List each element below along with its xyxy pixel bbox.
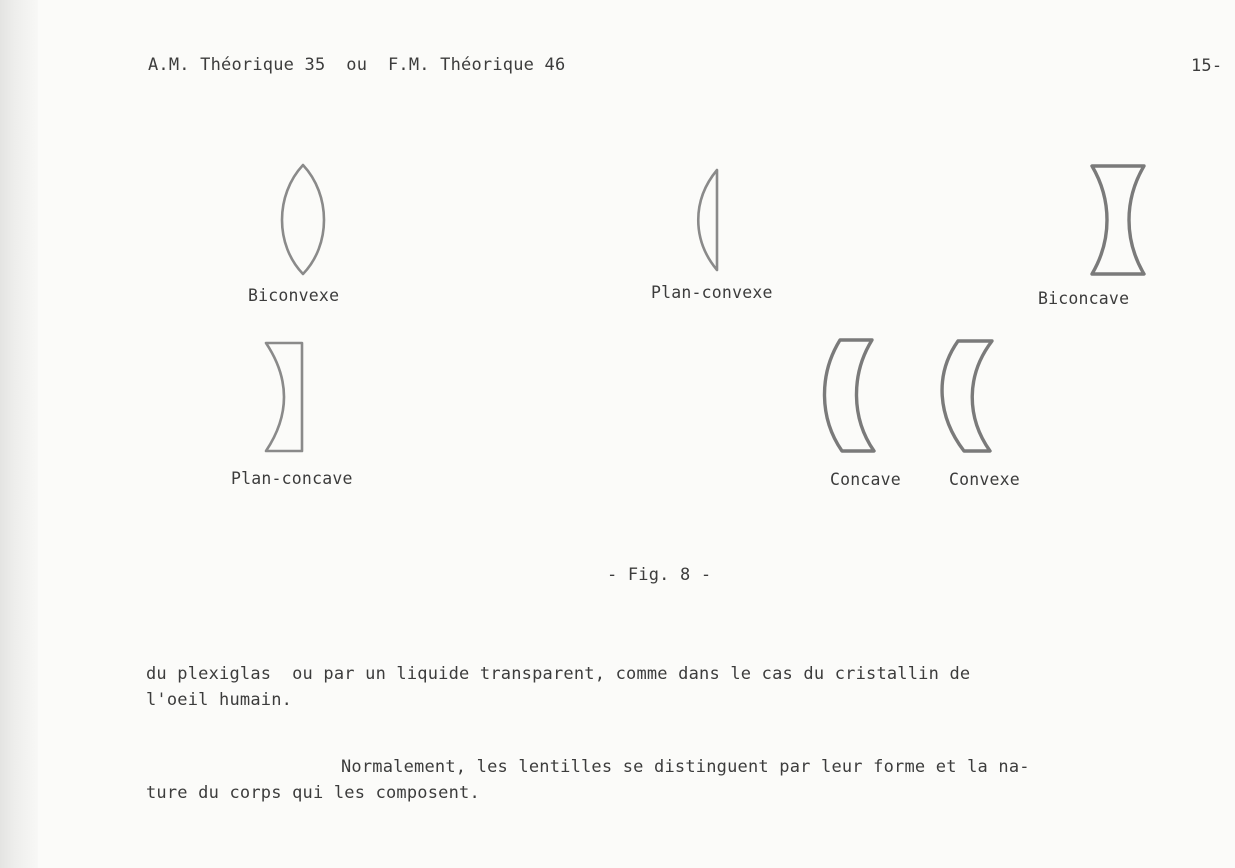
paragraph-1-line-1: du plexiglas ou par un liquide transparent, comme dans le cas du cristallin de [146,664,971,684]
paragraph-2-line-1: Normalement, les lentilles se distinguent par leur forme et la na- [341,757,1030,777]
label-biconvexe: Biconvexe [248,286,340,305]
label-convexe: Convexe [949,470,1020,489]
paragraph-1-line-2: l'oeil humain. [146,690,293,710]
biconvex-lens-shape [282,165,324,274]
label-plan-convexe: Plan-convexe [651,283,773,302]
running-header: A.M. Théorique 35 ou F.M. Théorique 46 [148,55,566,75]
label-plan-concave: Plan-concave [231,469,353,488]
biconcave-lens-shape [1092,166,1144,274]
concave-meniscus-lens-shape [824,340,874,451]
label-biconcave: Biconcave [1038,289,1130,308]
label-concave: Concave [830,470,901,489]
plano-concave-lens-shape [266,343,302,451]
convex-meniscus-lens-shape [942,341,992,451]
paragraph-2-line-2: ture du corps qui les composent. [146,783,480,803]
plano-convex-lens-shape [698,170,717,270]
figure-caption: - Fig. 8 - [607,565,712,585]
page-number: 15- [1191,56,1223,76]
